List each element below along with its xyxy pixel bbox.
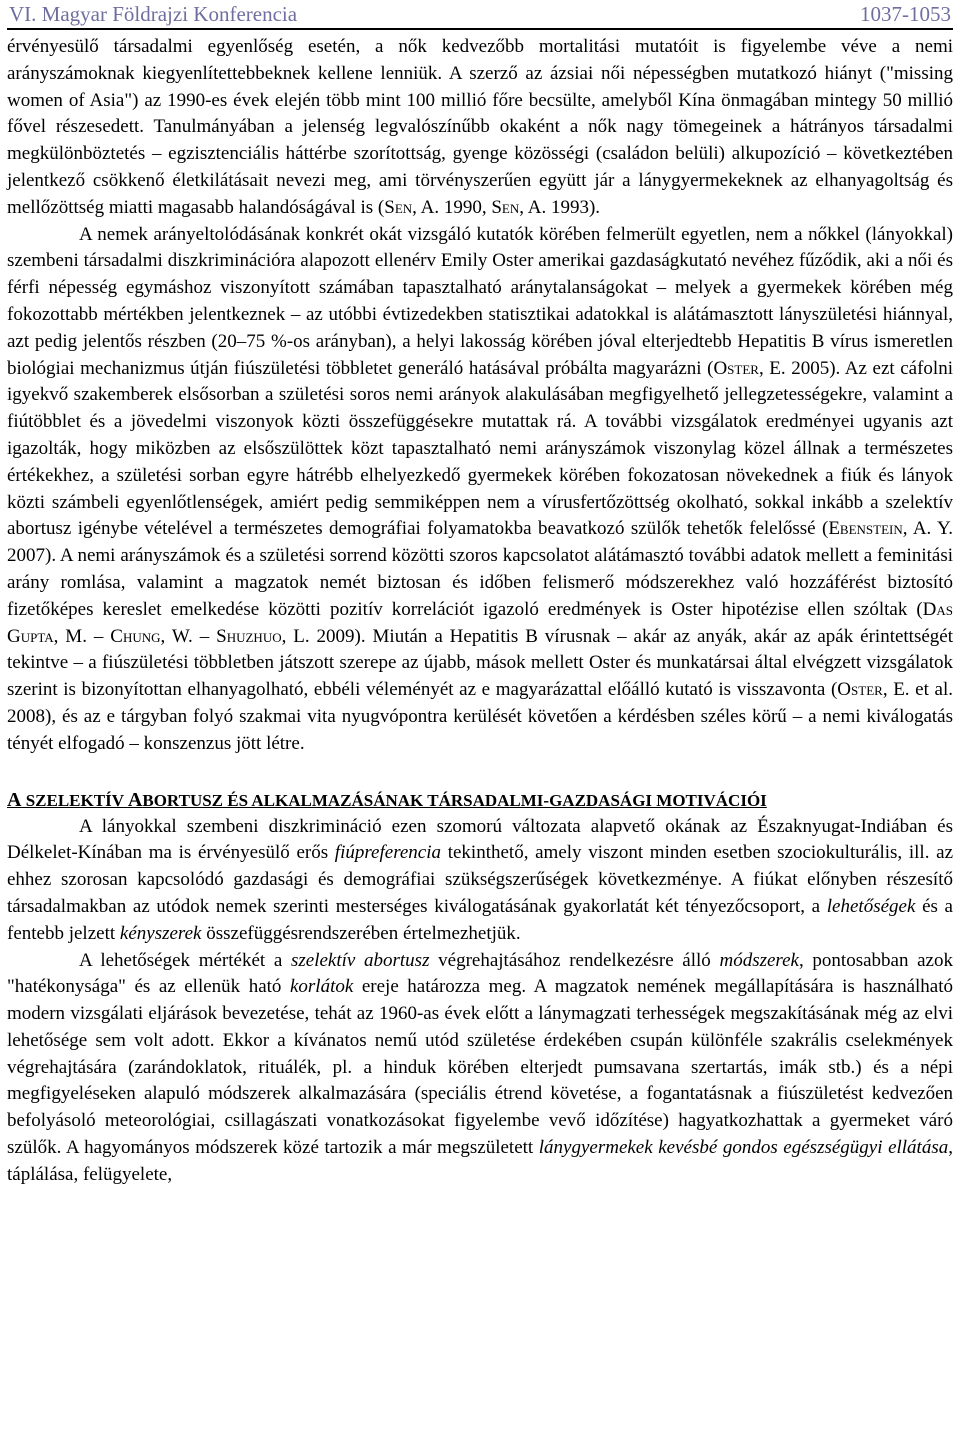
text-run: ereje határozza meg. A magzatok nemének megállapítására is használható modern vizsgálati eljárások bevezetése, tehát az 1960-as évek előtt a lánymagzati terhességek megszakításának még az elvi lehetősége sem volt adott. Ekkor a kívánatos nemű utód születése érdekében csupán különféle szakrális cselekmények végrehajtására (zarándoklatok, rituálék, pl. a hinduk körében elterjedt pumsavana szertartás, imák stb.) és a népi megfigyeléseken alapuló módszerek alkalmazására (speciális étrend követése, a fogantatásnak a fiúszületést kedvezően befolyásoló meteorológiai, csillagászati vonatkozásokat figyelembe vevő időzítése) hagyatkozhattak a gyermeket váró szülők. A hagyományos módszerek közé tartozik a már megszületett xyxy=(7,976,953,1159)
emphasis: kényszerek xyxy=(119,922,202,944)
text-run: , E. et al. 2008), és az e tárgyban folyó szakmai vita nyugvópontra kerülését követően a kérdésben széles körű – a nemi kiválogatás tényét elfogadó – konszenzus jött létre. xyxy=(7,679,953,754)
text-run: , A. 1990, xyxy=(412,196,492,218)
paragraph-1 xyxy=(7,34,953,222)
emphasis: lehetőségek xyxy=(826,895,916,917)
text-run: érvényesülő társadalmi egyenlőség esetén, a nők kedvezőbb mortalitási mutatóit is figyelembe véve a nemi arányszámoknak kiegyenlítettebbeknek kellene lenniük. A szerző az ázsiai női népességben mutatkozó hiányt ("missing women of Asia") az 1990-es évek elején több mint 100 millió főre becsülte, amelyből Kína önmagában mintegy 50 millió fővel részesedett. Tanulmányában a jelenség legvalószínűbb okaként a nők nagy tömegeinek a hátrányos társadalmi megkülönböztetés – egzisztenciális háttérbe szorítottság, gyenge közösségi (családon belüli) alkupozíció – következtében jelentkező csökkenő életkilátásait nevezi meg, ami törvényszerűen együtt jár a lánygyermekeknek az elhanyagoltság és mellőzöttség miatti magasabb halandóságával is ( xyxy=(7,36,953,218)
author-name: Oster xyxy=(837,679,883,701)
text-run: , E. 2005). Az ezt cáfolni igyekvő szakemberek elsősorban a születési soros nemi arányok alakulásában megfigyelhető jellegzetességekre, valamint a fiútöbblet és a jövedelmi viszonyok közti összefüggésekre mutattak rá. A további vizsgálatok eredményei ugyanis azt igazolták, hogy miközben az elsőszülöttek közt tapasztalható nemi arányszámok viszonylag közel állnak a természetes értékekhez, a születési sorban egyre hátrébb elhelyezkedő gyermekek körében fokozatosan növekednek a fiúk és lányok közti számbeli egyenlőtlenségek, amiért pedig semmiképpen nem a vírusfertőzöttség okolható, sokkal inkább a szelektív abortusz igénybe vételével a természetes demográfiai folyamatokba beavatkozó szülők tehetők felelőssé ( xyxy=(7,357,953,540)
text-run: A lányokkal szembeni diszkrimináció ezen szomorú változata alapvető okának az Északnyugat-Indiában és Délkelet-Kínában ma is érvényesülő erős xyxy=(7,815,953,864)
emphasis: módszerek xyxy=(719,949,799,971)
paragraph-3 xyxy=(7,814,953,948)
emphasis: lánygyermekek kevésbé gondos egészségügyi ellátása xyxy=(538,1137,949,1159)
author-name: Chung xyxy=(110,625,161,647)
text-run: , W. – xyxy=(160,625,217,647)
text-run: , A. 1993). xyxy=(519,196,601,218)
text-run: A nemek arányeltolódásának konkrét okát vizsgáló kutatók körében felmerült egyetlen, nem a nőkkel (lányokkal) szembeni társadalmi diszkriminációra alapozott ellenérv Emily Oster amerikai gazdaságkutató nevéhez fűződik, aki a női és férfi népesség egymáshoz viszonyított számában tapasztalható aránytalanságokat – melyek a gyermekek körében még fokozottabb mértékben jelentkeznek – az utóbbi évtizedekben statisztikai adatokkal is alátámasztott lányszületési hiánnyal, azt pedig jelentős részben (20–75 %-os arányban), a helyi lakosság körében jóval elterjedtebb Hepatitis B vírus ismeretlen biológiai mechanizmus útján fiúszületési többletet generáló hatásával próbálta magyarázni ( xyxy=(7,223,953,379)
text-run: végrehajtásához rendelkezésre álló xyxy=(429,949,720,971)
heading-text: SZELEKTÍV xyxy=(21,790,128,810)
section-heading xyxy=(7,787,953,814)
heading-initial: A xyxy=(7,788,22,811)
author-name: Shuzhuo xyxy=(216,625,282,647)
paragraph-4 xyxy=(7,948,953,1189)
text-run: , M. – xyxy=(53,625,111,647)
page-range: 1037-1053 xyxy=(860,1,951,26)
text-run: , L. 2009). Miután a Hepatitis B vírusnak – akár az anyák, akár az apák érintettségét tekintve – a fiúszületési többletben játszott szerepe az újabb, mások mellett Oster és munkatársai által elvégzett vizsgálatok szerint is bizonyítottan elhanyagolható, ebbéli véleményét az e magyarázattal előálló kutató is visszavonta ( xyxy=(7,625,953,701)
text-run: A lehetőségek mértékét a xyxy=(79,949,291,971)
text-run: tekinthető, amely viszont minden esetben szociokulturális, ill. az ehhez szorosan kapcsolódó gazdasági és demográfiai szükségszerűségek következménye. A fiúkat előnyben részesítő társadalmakban az utódok nemek szerinti mesterséges kiválogatásának gyakorlatát két tényezőcsoport, a xyxy=(7,842,953,917)
text-run: , A. Y. 2007). A nemi arányszámok és a születési sorrend közötti szoros kapcsolatot alátámasztó további adatok mellett a feminitási arány romlása, valamint a magzatok nemét biztosan és időben felismerő módszerekhez való hozzáférést biztosító fizetőképes kereslet emelkedése közötti pozitív korrelációt igazoló eredmények is Oster hipotézise ellen szóltak ( xyxy=(7,518,953,620)
author-name: Das Gupta xyxy=(7,598,953,647)
running-header xyxy=(7,0,953,30)
paragraph-2 xyxy=(7,222,953,758)
article-body xyxy=(7,34,953,1189)
emphasis: korlátok xyxy=(289,976,354,998)
text-run: , táplálása, felügyelete, xyxy=(7,1137,953,1185)
emphasis: szelektív abortusz xyxy=(290,949,430,971)
conference-title: VI. Magyar Földrajzi Konferencia xyxy=(9,1,298,26)
heading-initial: A xyxy=(127,788,143,811)
text-run: és a fentebb jelzett xyxy=(7,895,953,944)
text-run: összefüggésrendszerében értelmezhetjük. xyxy=(201,922,521,944)
text-run: , pontosabban azok "hatékonysága" és az ellenük ható xyxy=(7,949,953,998)
emphasis: fiúpreferencia xyxy=(334,842,442,864)
author-name: Sen xyxy=(384,196,413,218)
author-name: Ebenstein xyxy=(828,518,903,540)
author-name: Sen xyxy=(491,196,520,218)
author-name: Oster xyxy=(713,357,759,379)
heading-text: BORTUSZ ÉS ALKALMAZÁSÁNAK TÁRSADALMI-GAZDASÁGI MOTIVÁCIÓI xyxy=(142,790,767,810)
